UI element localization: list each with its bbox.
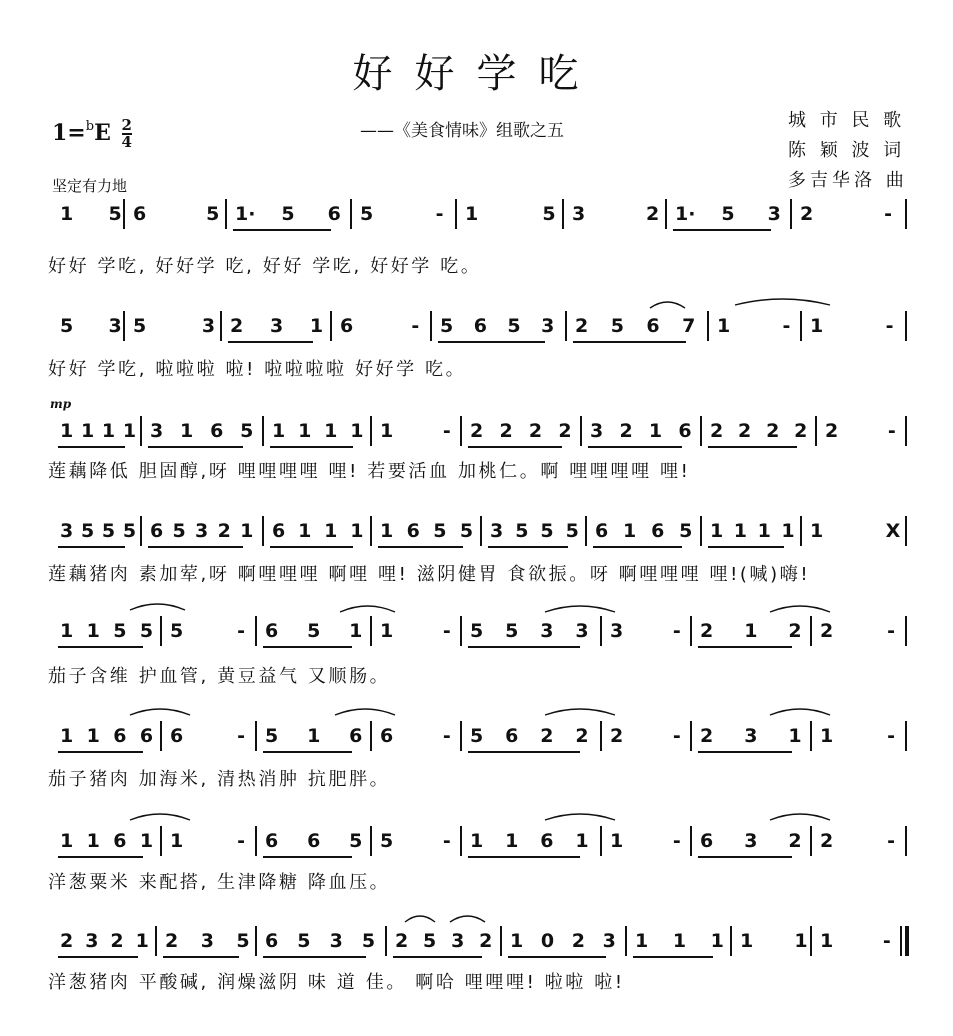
credit-lyricist: 陈 颖 波 词 — [788, 140, 906, 161]
note: 1 — [60, 203, 74, 225]
note: 5 — [236, 930, 250, 952]
note: 1 — [810, 520, 824, 542]
note: 1 — [349, 620, 363, 642]
note: 1 — [810, 315, 824, 337]
note: 6 — [113, 830, 127, 852]
note: 6 — [170, 725, 184, 747]
note: - — [411, 315, 420, 337]
slur — [340, 606, 395, 612]
note: 6 — [327, 203, 341, 225]
note: 3 — [590, 420, 604, 442]
note: 6 — [700, 830, 714, 852]
note: 6 — [349, 725, 363, 747]
note: 6 — [646, 315, 660, 337]
note: 1 — [135, 930, 149, 952]
note: 2 — [499, 420, 513, 442]
lyrics-row: 洋葱粟米 来配搭, 生津降糖 降血压。 — [48, 872, 391, 893]
note: 6 — [133, 203, 147, 225]
note: - — [885, 315, 894, 337]
note: 1 — [672, 930, 687, 952]
note: 2 — [165, 930, 179, 952]
note: 1 — [86, 725, 100, 747]
note: 6 — [265, 620, 279, 642]
note: 1 — [60, 725, 74, 747]
note: 1 — [465, 203, 479, 225]
note: - — [887, 620, 896, 642]
note: 1 — [324, 420, 338, 442]
note: 5 — [470, 725, 484, 747]
slur — [770, 606, 830, 612]
slur — [770, 709, 830, 715]
note: 5 — [565, 520, 579, 542]
note: 1 — [380, 620, 394, 642]
note: 5 — [307, 620, 321, 642]
note: 5 — [206, 203, 220, 225]
note: 3 — [575, 620, 589, 642]
meter-bottom: 4 — [121, 133, 132, 151]
note: 1 — [350, 420, 364, 442]
note: X — [885, 520, 901, 542]
note: 6 — [210, 420, 224, 442]
note: 2 — [788, 620, 802, 642]
note: 2 — [479, 930, 493, 952]
note: 5 — [139, 620, 154, 642]
note: 6 — [678, 420, 692, 442]
note: 2 — [619, 420, 633, 442]
note: 6 — [272, 520, 286, 542]
note: - — [882, 930, 891, 952]
note: 3 — [200, 930, 214, 952]
dynamic-marking: mp — [50, 397, 72, 411]
note: 0 — [540, 930, 555, 952]
note: 5 — [265, 725, 279, 747]
note: 6 — [651, 520, 665, 542]
note: 2 — [540, 725, 554, 747]
note: - — [782, 315, 791, 337]
note: 1 — [380, 420, 394, 442]
note: - — [672, 725, 681, 747]
note: 1· — [235, 203, 256, 225]
note: 5 — [679, 520, 693, 542]
note: 5 — [240, 420, 254, 442]
note: 3 — [150, 420, 164, 442]
note: 1 — [623, 520, 637, 542]
note: 6 — [406, 520, 420, 542]
note: 3 — [744, 830, 758, 852]
note: 5 — [459, 520, 474, 542]
note: - — [442, 830, 451, 852]
note: 1 — [139, 830, 154, 852]
note: 1 — [575, 830, 589, 852]
note: 2 — [820, 830, 834, 852]
note: 2 — [825, 420, 839, 442]
key-prefix: 1= — [52, 120, 86, 146]
lyrics-row: 莲藕猪肉 素加荤,呀 啊哩哩哩 啊哩 哩! 滋阴健胃 食欲振。呀 啊哩哩哩 哩!(喊)嗨! — [48, 564, 811, 585]
note: 1 — [710, 520, 724, 542]
note: 6 — [265, 830, 279, 852]
note: 3 — [490, 520, 504, 542]
note: 3 — [451, 930, 465, 952]
note: 2 — [395, 930, 409, 952]
note: 5 — [540, 520, 554, 542]
note: 5 — [505, 620, 519, 642]
note: 1 — [298, 520, 312, 542]
note: - — [442, 725, 451, 747]
note: 7 — [682, 315, 696, 337]
note: 1 — [309, 315, 324, 337]
credit-source: 城 市 民 歌 — [788, 110, 906, 131]
slur — [130, 709, 190, 715]
lyrics-row: 茄子含维 护血管, 黄豆益气 又顺肠。 — [48, 666, 391, 687]
note: 2 — [110, 930, 124, 952]
note: 5 — [281, 203, 295, 225]
note: 1 — [272, 420, 286, 442]
note: 2 — [528, 420, 543, 442]
note: 2 — [575, 725, 589, 747]
note: - — [442, 420, 451, 442]
note: 5 — [122, 520, 137, 542]
note: 1 — [60, 420, 74, 442]
note: 6 — [540, 830, 554, 852]
note: 6 — [473, 315, 487, 337]
note: 3 — [541, 315, 555, 337]
note: 1 — [510, 930, 524, 952]
note: 3 — [602, 930, 616, 952]
tempo-marking: 坚定有力地 — [52, 177, 128, 195]
note: 3 — [572, 203, 586, 225]
note: 2 — [60, 930, 74, 952]
note: 3 — [60, 520, 74, 542]
flat-sign: b — [85, 119, 95, 134]
note: - — [435, 203, 444, 225]
note: 1 — [324, 520, 338, 542]
note: 5 — [433, 520, 447, 542]
note: - — [237, 620, 246, 642]
note: 5 — [133, 315, 147, 337]
note: 1 — [648, 420, 663, 442]
note: 5 — [60, 315, 74, 337]
note: 1 — [307, 725, 321, 747]
slur — [650, 302, 685, 308]
note: 3 — [767, 203, 781, 225]
note: 1 — [60, 620, 74, 642]
slur — [735, 299, 830, 305]
note: 1 — [470, 830, 484, 852]
slur — [545, 709, 615, 715]
note: - — [887, 725, 896, 747]
note: 2 — [558, 420, 572, 442]
lyrics-row: 好好 学吃, 好好学 吃, 好好 学吃, 好好学 吃。 — [48, 256, 482, 277]
note: 1 — [788, 725, 802, 747]
slur — [450, 916, 485, 922]
note: 1 — [717, 315, 731, 337]
note: 5 — [423, 930, 437, 952]
note: 6 — [307, 830, 321, 852]
note: 2 — [800, 203, 814, 225]
note: 1 — [80, 420, 95, 442]
note: 2 — [610, 725, 624, 747]
note: 5 — [440, 315, 454, 337]
note: 2 — [700, 620, 714, 642]
note: 1 — [757, 520, 771, 542]
note: 2 — [470, 420, 484, 442]
note: 2 — [645, 203, 660, 225]
slur — [545, 606, 615, 612]
note: 2 — [794, 420, 808, 442]
note: 5 — [101, 520, 116, 542]
note: - — [442, 620, 451, 642]
note: 3 — [269, 315, 284, 337]
note: 5 — [542, 203, 556, 225]
note: 3 — [85, 930, 99, 952]
note: 5 — [721, 203, 735, 225]
note: 1 — [86, 830, 100, 852]
note: 3 — [329, 930, 343, 952]
note: 1 — [740, 930, 754, 952]
note: 5 — [380, 830, 394, 852]
note: 2 — [575, 315, 589, 337]
note: 2 — [788, 830, 802, 852]
note: 1 — [86, 620, 100, 642]
note: 1 — [733, 520, 748, 542]
note: 1 — [170, 830, 184, 852]
note: 3 — [610, 620, 624, 642]
note: 2 — [571, 930, 585, 952]
note: 1 — [505, 830, 519, 852]
note: 1· — [675, 203, 696, 225]
note: 3 — [108, 315, 122, 337]
note: 1 — [610, 830, 624, 852]
note: 6 — [340, 315, 354, 337]
note: 1 — [350, 520, 364, 542]
note: 1 — [122, 420, 137, 442]
note: 1 — [744, 620, 758, 642]
note: 5 — [507, 315, 521, 337]
note: 2 — [710, 420, 724, 442]
note: - — [887, 830, 896, 852]
note: 1 — [781, 520, 795, 542]
note: 3 — [744, 725, 758, 747]
note: 2 — [766, 420, 780, 442]
note: - — [237, 830, 246, 852]
note: 1 — [820, 930, 834, 952]
note: 5 — [172, 520, 186, 542]
lyrics-row: 莲藕降低 胆固醇,呀 哩哩哩哩 哩! 若要活血 加桃仁。啊 哩哩哩哩 哩! — [48, 461, 691, 482]
note: 1 — [240, 520, 254, 542]
note: 3 — [195, 520, 209, 542]
lyrics-row: 好好 学吃, 啦啦啦 啦! 啦啦啦啦 好好学 吃。 — [48, 359, 467, 380]
note: 1 — [635, 930, 649, 952]
note: 2 — [230, 315, 244, 337]
note: - — [884, 203, 893, 225]
note: 6 — [139, 725, 154, 747]
note: 6 — [595, 520, 609, 542]
note: 6 — [113, 725, 127, 747]
note: 5 — [515, 520, 529, 542]
lyrics-row: 茄子猪肉 加海米, 清热消肿 抗肥胖。 — [48, 769, 391, 790]
credit-composer: 多吉华洛 曲 — [788, 170, 908, 191]
slur — [130, 814, 190, 820]
note: 5 — [297, 930, 311, 952]
note: 3 — [540, 620, 554, 642]
note: 1 — [820, 725, 834, 747]
note: 5 — [361, 930, 376, 952]
note: 5 — [360, 203, 374, 225]
note: 6 — [265, 930, 279, 952]
note: 1 — [298, 420, 312, 442]
slur — [130, 604, 185, 610]
note: 5 — [610, 315, 624, 337]
note: 2 — [820, 620, 834, 642]
note: 5 — [113, 620, 127, 642]
note: - — [672, 620, 681, 642]
song-subtitle: ——《美食情味》组歌之五 — [360, 121, 564, 141]
note: 3 — [201, 315, 216, 337]
note: 5 — [349, 830, 363, 852]
note: - — [672, 830, 681, 852]
note: 1 — [180, 420, 194, 442]
slur — [405, 916, 435, 922]
lyrics-row: 洋葱猪肉 平酸碱, 润燥滋阴 味 道 佳。 啊哈 哩哩哩! 啦啦 啦! — [48, 972, 625, 993]
note: 1 — [60, 830, 74, 852]
note: 1 — [380, 520, 394, 542]
note: 2 — [700, 725, 714, 747]
note: 5 — [470, 620, 484, 642]
note: 2 — [738, 420, 752, 442]
key-letter: E — [94, 120, 111, 146]
note: 1 — [794, 930, 808, 952]
note: - — [237, 725, 246, 747]
note: 2 — [217, 520, 231, 542]
slur — [335, 709, 395, 715]
slur — [770, 814, 830, 820]
note: 5 — [80, 520, 95, 542]
note: 6 — [150, 520, 164, 542]
note: 5 — [170, 620, 184, 642]
slur — [545, 814, 615, 820]
meter-top: 2 — [121, 116, 132, 134]
note: 1 — [101, 420, 116, 442]
note: 1 — [710, 930, 724, 952]
note: 5 — [108, 203, 122, 225]
note: 6 — [380, 725, 394, 747]
note: 6 — [505, 725, 519, 747]
note: - — [887, 420, 896, 442]
song-title: 好好学吃 — [352, 51, 601, 97]
